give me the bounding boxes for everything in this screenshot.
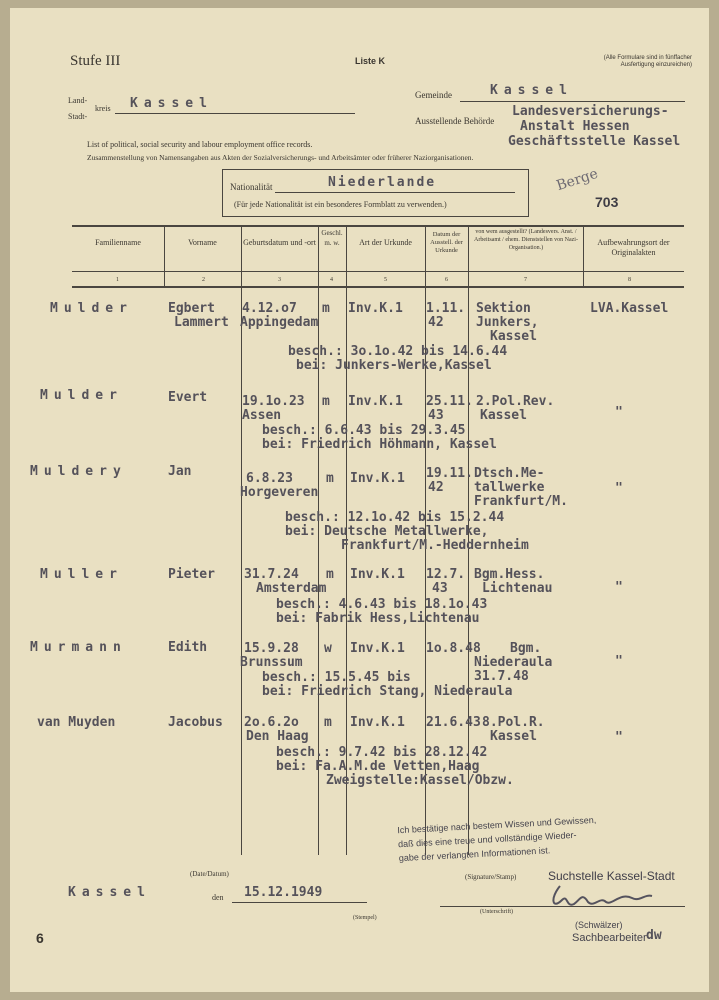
behoerde-line3: Geschäftsstelle Kassel xyxy=(508,134,681,149)
row4-surname: Muller xyxy=(40,567,123,582)
nationality-note: (Für jede Nationalität ist ein besonderes Formblatt zu verwenden.) xyxy=(234,200,447,209)
row1-doctype: Inv.K.1 xyxy=(348,301,403,316)
row1-docdate: 1.11. xyxy=(426,301,466,316)
row6-doctype: Inv.K.1 xyxy=(350,715,405,730)
stempel-caption: (Stempel) xyxy=(353,915,377,921)
row4-issuer2: Lichtenau xyxy=(482,581,553,596)
row2-docdate: 25.11. xyxy=(426,394,473,409)
row2-docdate2: 43 xyxy=(428,408,444,423)
col-header-3: Geburtsdatum und -ort xyxy=(243,238,316,247)
col-num-8: 8 xyxy=(628,277,631,283)
row3-issuer3: Frankfurt/M. xyxy=(474,494,568,509)
col-num-3: 3 xyxy=(278,277,281,283)
row1-issuer3: Kassel xyxy=(490,329,537,344)
row3-surname: Muldery xyxy=(30,464,127,479)
signature-caption: (Signature/Stamp) xyxy=(465,873,517,881)
nationality-value: Niederlande xyxy=(328,175,437,190)
row5-doctype: Inv.K.1 xyxy=(350,641,405,656)
row6-surname: van Muyden xyxy=(37,715,116,730)
description-de: Zusammenstellung von Namensangaben aus Akten der Sozialversicherungs- und Arbeitsämter oder früherer Naziorganisationen. xyxy=(87,153,474,162)
col-header-2: Vorname xyxy=(188,238,217,247)
row2-archive: " xyxy=(615,405,623,420)
role-label: Sachbearbeiter xyxy=(572,932,647,944)
row4-birthdate: 31.7.24 xyxy=(244,567,299,582)
behoerde-line1: Landesversicherungs- xyxy=(512,104,669,119)
row6-employer2: Zweigstelle:Kassel/Obzw. xyxy=(326,773,514,788)
signer-name: (Schwälzer) xyxy=(575,920,623,930)
row1-birthdate: 4.12.o7 xyxy=(242,301,297,316)
description-en: List of political, social security and labour employment office records. xyxy=(87,140,313,149)
row6-sex: m xyxy=(324,715,332,730)
liste-label: Liste K xyxy=(355,56,386,66)
row5-employer: bei: Friedrich Stang, Niederaula xyxy=(262,684,513,699)
signature-scribble xyxy=(540,878,660,918)
row5-birthplace: Brunssum xyxy=(240,655,303,670)
row5-employment: besch.: 15.5.45 bis xyxy=(262,670,411,685)
issue-date: 15.12.1949 xyxy=(244,885,323,900)
row2-birthdate: 19.1o.23 xyxy=(242,394,305,409)
row2-issuer: 2.Pol.Rev. xyxy=(476,394,555,409)
form-note: (Alle Formulare sind in fünffacher Ausfertigung einzureichen) xyxy=(603,55,692,68)
row3-employment: besch.: 12.1o.42 bis 15.2.44 xyxy=(285,510,505,525)
row1-employment: besch.: 3o.1o.42 bis 14.6.44 xyxy=(288,344,508,359)
gemeinde-value: Kassel xyxy=(490,83,573,98)
row1-issuer2: Junkers, xyxy=(476,315,539,330)
unterschrift-caption: (Unterschrift) xyxy=(480,909,513,915)
stadt-label: Stadt- xyxy=(68,112,88,121)
row5-firstname: Edith xyxy=(168,640,208,655)
row2-employment: besch.: 6.6.43 bis 29.3.45 xyxy=(262,423,466,438)
row5-archive: " xyxy=(615,654,623,669)
stufe-label: Stufe III xyxy=(70,53,121,69)
row3-doctype: Inv.K.1 xyxy=(350,471,405,486)
row2-doctype: Inv.K.1 xyxy=(348,394,403,409)
col-header-6: Datum der Ausstell. der Urkunde xyxy=(430,231,463,254)
date-caption: (Date/Datum) xyxy=(190,870,229,878)
row5-issuer: Bgm. xyxy=(510,641,542,656)
authority-stamp: Suchstelle Kassel-Stadt xyxy=(548,869,675,883)
row1-docdate2: 42 xyxy=(428,315,444,330)
col-header-5: Art der Urkunde xyxy=(359,238,412,247)
row6-archive: " xyxy=(615,730,623,745)
col-num-2: 2 xyxy=(202,277,205,283)
row3-birthplace: Horgeveren xyxy=(240,485,319,500)
row4-employment: besch.: 4.6.43 bis 18.1o.43 xyxy=(276,597,488,612)
row5-birthdate: 15.9.28 xyxy=(244,641,299,656)
confirmation-line1: Ich bestätige nach bestem Wissen und Gewissen, xyxy=(397,814,597,836)
row2-firstname: Evert xyxy=(168,390,208,405)
row6-firstname: Jacobus xyxy=(168,715,223,730)
kreis-value: Kassel xyxy=(130,96,213,111)
confirmation-line2: daß dies eine treue und vollständige Wieder- xyxy=(397,829,577,850)
row6-issuer2: Kassel xyxy=(490,729,537,744)
pencil-mark: Berge xyxy=(554,165,600,195)
row6-birthdate: 2o.6.2o xyxy=(244,715,299,730)
row3-docdate: 19.11. xyxy=(426,466,473,481)
behoerde-label: Ausstellende Behörde xyxy=(415,116,495,126)
issue-city: Kassel xyxy=(68,885,151,900)
den-label: den xyxy=(212,893,224,902)
kreis-label: kreis xyxy=(95,104,111,113)
row3-employer2: Frankfurt/M.-Heddernheim xyxy=(341,538,529,553)
row4-docdate: 12.7. xyxy=(426,567,466,582)
col-num-1: 1 xyxy=(116,277,119,283)
row2-sex: m xyxy=(322,394,330,409)
row1-archive: LVA.Kassel xyxy=(590,301,669,316)
gemeinde-label: Gemeinde xyxy=(415,90,452,100)
row5-issuer3: 31.7.48 xyxy=(474,669,529,684)
row4-issuer: Bgm.Hess. xyxy=(474,567,545,582)
page-number: 6 xyxy=(36,930,44,946)
behoerde-line2: Anstalt Hessen xyxy=(520,119,630,134)
col-header-7: von wem ausgestellt? (Landesvers. Anst. / Arbeitsamt / ehem. Dienststellen von Nazi-Organisation.) xyxy=(474,229,578,251)
col-num-7: 7 xyxy=(524,277,527,283)
col-num-4: 4 xyxy=(330,277,333,283)
row2-surname: Mulder xyxy=(40,388,123,403)
row1-birthplace: Appingedam xyxy=(240,315,319,330)
row4-doctype: Inv.K.1 xyxy=(350,567,405,582)
row3-issuer2: tallwerke xyxy=(474,480,545,495)
row6-issuer: 8.Pol.R. xyxy=(482,715,545,730)
row1-firstname2: Lammert xyxy=(174,315,229,330)
row5-sex: w xyxy=(324,641,332,656)
row4-birthplace: Amsterdam xyxy=(256,581,327,596)
row6-birthplace: Den Haag xyxy=(246,729,309,744)
land-label: Land- xyxy=(68,96,88,105)
row3-firstname: Jan xyxy=(168,464,192,479)
confirmation-line3: gabe der verlangten Informationen ist. xyxy=(398,845,551,864)
row6-docdate: 21.6.43 xyxy=(426,715,481,730)
col-header-4: Geschl. m. w. xyxy=(321,229,343,247)
initials: dw xyxy=(646,928,662,943)
row1-issuer: Sektion xyxy=(476,301,531,316)
row1-firstname: Egbert xyxy=(168,301,215,316)
row3-archive: " xyxy=(615,481,623,496)
row2-issuer2: Kassel xyxy=(480,408,527,423)
col-header-1: Familienname xyxy=(95,238,141,247)
reference-number: 703 xyxy=(595,194,619,210)
col-num-5: 5 xyxy=(384,277,387,283)
row1-sex: m xyxy=(322,301,330,316)
row5-docdate: 1o.8.48 xyxy=(426,641,481,656)
row6-employer: bei: Fa.A.M.de Vetten,Haag xyxy=(276,759,480,774)
row2-birthplace: Assen xyxy=(242,408,282,423)
row3-docdate2: 42 xyxy=(428,480,444,495)
row4-archive: " xyxy=(615,580,623,595)
row4-sex: m xyxy=(326,567,334,582)
col-num-6: 6 xyxy=(445,277,448,283)
row4-docdate2: 43 xyxy=(432,581,448,596)
row5-surname: Murmann xyxy=(30,640,127,655)
row4-employer: bei: Fabrik Hess,Lichtenau xyxy=(276,611,480,626)
row3-issuer: Dtsch.Me- xyxy=(474,466,545,481)
row1-surname: Mulder xyxy=(50,301,133,316)
row3-birthdate: 6.8.23 xyxy=(246,471,293,486)
nationality-label: Nationalität xyxy=(230,182,273,192)
col-header-8: Aufbewahrungsort der Originalakten xyxy=(597,238,670,257)
row3-sex: m xyxy=(326,471,334,486)
row4-firstname: Pieter xyxy=(168,567,215,582)
row3-employer: bei: Deutsche Metallwerke, xyxy=(285,524,489,539)
row5-issuer2: Niederaula xyxy=(474,655,553,670)
row1-employer: bei: Junkers-Werke,Kassel xyxy=(296,358,492,373)
row6-employment: besch.: 9.7.42 bis 28.12.42 xyxy=(276,745,488,760)
row2-employer: bei: Friedrich Höhmann, Kassel xyxy=(262,437,497,452)
